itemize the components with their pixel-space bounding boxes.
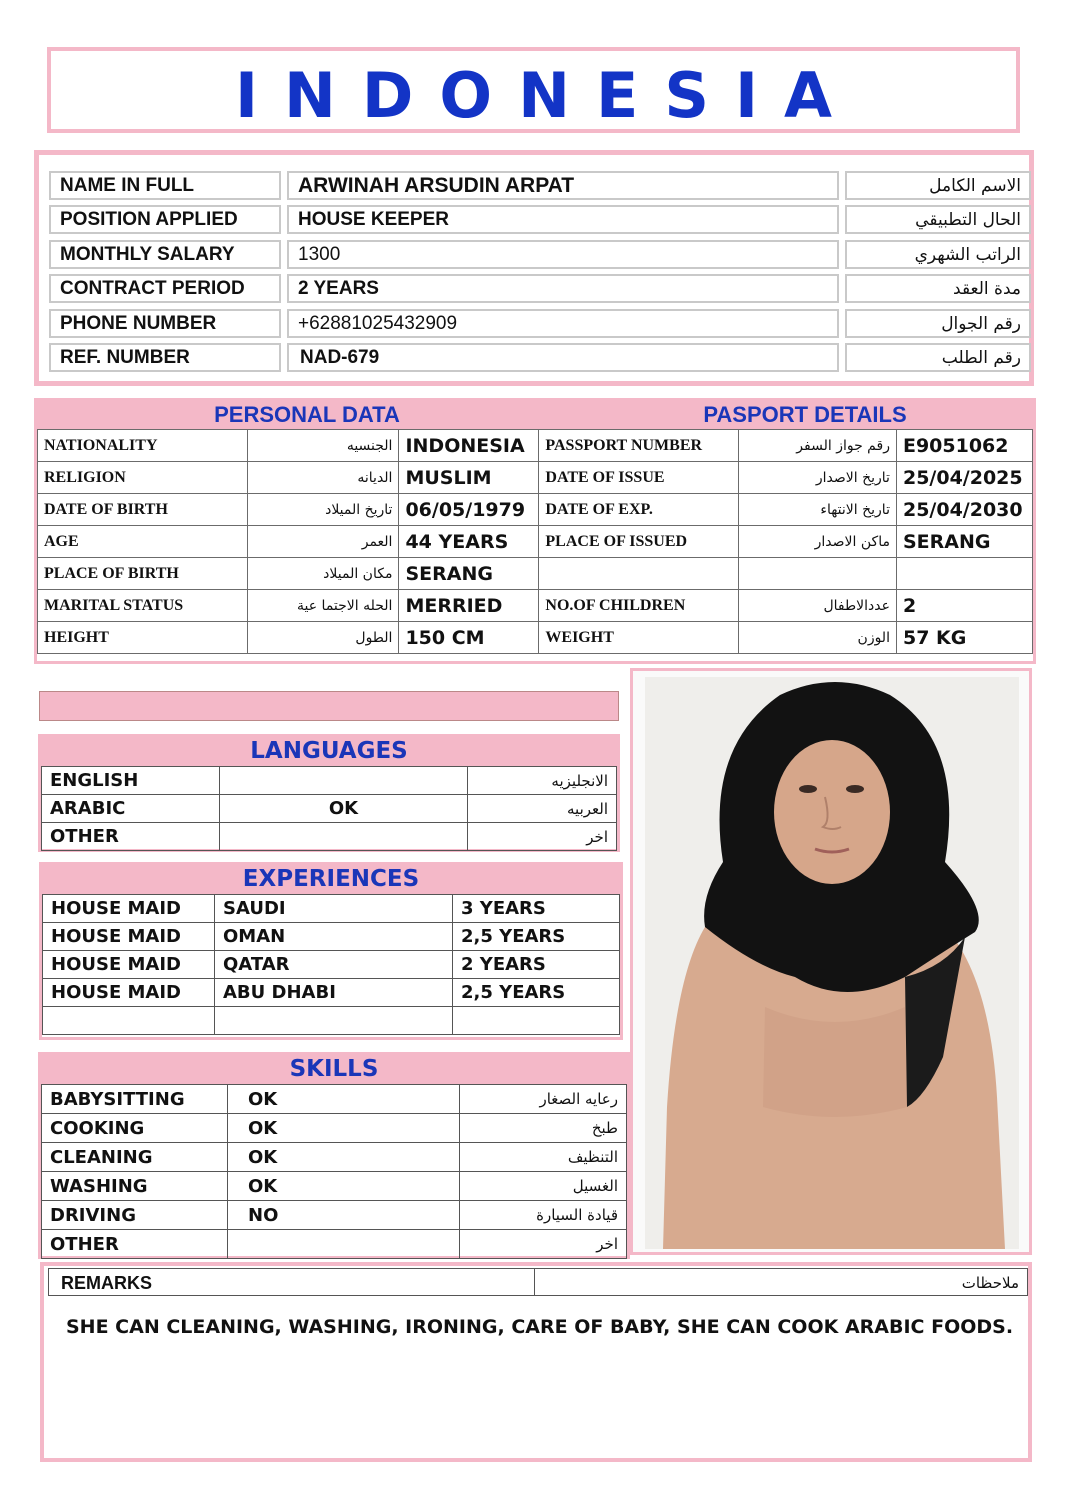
passport-label: PASSPORT NUMBER (539, 430, 739, 462)
experiences-table (42, 894, 620, 1035)
skill-name: COOKING (42, 1114, 228, 1143)
languages-heading: LANGUAGES (41, 737, 617, 766)
personal-arabic: الحله الاجتما عية (247, 590, 399, 622)
pd-row (38, 558, 1033, 590)
position-arabic: الحال التطبيقي (845, 205, 1031, 234)
personal-label: MARITAL STATUS (38, 590, 248, 622)
personal-value: 06/05/1979 (399, 494, 539, 526)
skill-arabic: التنظيف (460, 1143, 627, 1172)
passport-label: PLACE OF ISSUED (539, 526, 739, 558)
ref-value: NAD-679 (287, 343, 839, 372)
personal-data-heading: PERSONAL DATA (37, 401, 577, 429)
skills-section (38, 1052, 630, 1259)
passport-arabic: تاريخ الاصدار (739, 462, 897, 494)
skills-table (41, 1084, 627, 1259)
experience-country: ABU DHABI (215, 979, 453, 1007)
position-value: HOUSE KEEPER (287, 205, 839, 234)
applicant-info-panel (34, 150, 1034, 386)
language-arabic: العربيه (468, 795, 617, 823)
personal-value: INDONESIA (399, 430, 539, 462)
phone-value: +62881025432909 (287, 309, 839, 338)
personal-label: DATE OF BIRTH (38, 494, 248, 526)
experience-role (43, 1007, 215, 1035)
pd-row (38, 622, 1033, 654)
applicant-photo-frame (630, 668, 1032, 1255)
skill-arabic: طبخ (460, 1114, 627, 1143)
passport-value: SERANG (896, 526, 1032, 558)
title-box (47, 47, 1020, 133)
passport-value: 25/04/2030 (896, 494, 1032, 526)
name-value: ARWINAH ARSUDIN ARPAT (287, 171, 839, 200)
remarks-header (48, 1268, 1028, 1296)
skill-name: WASHING (42, 1172, 228, 1201)
passport-value (896, 558, 1032, 590)
passport-label: WEIGHT (539, 622, 739, 654)
experience-duration: 2 YEARS (453, 951, 620, 979)
pd-row (38, 526, 1033, 558)
blank-pink-bar (39, 691, 619, 721)
remarks-text: SHE CAN CLEANING, WASHING, IRONING, CARE OF BABY, SHE CAN COOK ARABIC FOODS. (66, 1316, 1014, 1338)
passport-arabic: رقم جواز السفر (739, 430, 897, 462)
personal-arabic: الجنسيه (247, 430, 399, 462)
passport-value: 25/04/2025 (896, 462, 1032, 494)
personal-arabic: مكان الميلاد (247, 558, 399, 590)
skill-row (42, 1085, 627, 1114)
language-arabic: اخر (468, 823, 617, 851)
personal-label: PLACE OF BIRTH (38, 558, 248, 590)
personal-value: MUSLIM (399, 462, 539, 494)
language-name: ENGLISH (42, 767, 220, 795)
personal-label: HEIGHT (38, 622, 248, 654)
language-row (42, 823, 617, 851)
skill-row (42, 1143, 627, 1172)
skill-level: OK (228, 1085, 460, 1114)
ref-arabic: رقم الطلب (845, 343, 1031, 372)
passport-arabic (739, 558, 897, 590)
language-level: OK (220, 795, 468, 823)
skill-arabic: الغسيل (460, 1172, 627, 1201)
passport-details-heading: PASPORT DETAILS (577, 401, 1033, 429)
personal-arabic: تاريخ الميلاد (247, 494, 399, 526)
experiences-heading: EXPERIENCES (42, 865, 620, 894)
name-label: NAME IN FULL (49, 171, 281, 200)
skill-name: DRIVING (42, 1201, 228, 1230)
experiences-section (39, 862, 623, 1040)
personal-arabic: العمر (247, 526, 399, 558)
experience-country: SAUDI (215, 895, 453, 923)
pd-row (38, 430, 1033, 462)
passport-arabic: الوزن (739, 622, 897, 654)
phone-arabic: رقم الجوال (845, 309, 1031, 338)
personal-value: MERRIED (399, 590, 539, 622)
experience-role: HOUSE MAID (43, 895, 215, 923)
personal-label: NATIONALITY (38, 430, 248, 462)
skill-name: OTHER (42, 1230, 228, 1259)
position-label: POSITION APPLIED (49, 205, 281, 234)
language-level (220, 823, 468, 851)
experience-duration: 2,5 YEARS (453, 923, 620, 951)
passport-label: DATE OF ISSUE (539, 462, 739, 494)
skill-row (42, 1201, 627, 1230)
remarks-section (40, 1262, 1032, 1462)
language-row (42, 767, 617, 795)
personal-value: SERANG (399, 558, 539, 590)
name-arabic: الاسم الكامل (845, 171, 1031, 200)
skill-level: NO (228, 1201, 460, 1230)
salary-label: MONTHLY SALARY (49, 240, 281, 269)
personal-label: AGE (38, 526, 248, 558)
experience-row (43, 1007, 620, 1035)
skill-row (42, 1172, 627, 1201)
passport-arabic: ماكن الاصدار (739, 526, 897, 558)
passport-value: 57 KG (896, 622, 1032, 654)
passport-label (539, 558, 739, 590)
experience-duration: 3 YEARS (453, 895, 620, 923)
languages-table (41, 766, 617, 851)
experience-country (215, 1007, 453, 1035)
language-name: ARABIC (42, 795, 220, 823)
personal-passport-panel (34, 398, 1036, 664)
pd-row (38, 462, 1033, 494)
languages-section (38, 734, 620, 852)
ref-label: REF. NUMBER (49, 343, 281, 372)
personal-arabic: الطول (247, 622, 399, 654)
page-title: INDONESIA (234, 59, 859, 132)
skill-level: OK (228, 1172, 460, 1201)
experience-duration (453, 1007, 620, 1035)
skill-arabic: اخر (460, 1230, 627, 1259)
pd-row (38, 494, 1033, 526)
personal-label: RELIGION (38, 462, 248, 494)
skill-level: OK (228, 1143, 460, 1172)
skill-name: CLEANING (42, 1143, 228, 1172)
salary-arabic: الراتب الشهري (845, 240, 1031, 269)
personal-value: 44 YEARS (399, 526, 539, 558)
experience-row (43, 923, 620, 951)
experience-country: QATAR (215, 951, 453, 979)
skill-level: OK (228, 1114, 460, 1143)
skills-heading: SKILLS (41, 1055, 627, 1084)
experience-role: HOUSE MAID (43, 951, 215, 979)
experience-row (43, 979, 620, 1007)
personal-passport-table (37, 429, 1033, 654)
skill-level (228, 1230, 460, 1259)
contract-arabic: مدة العقد (845, 274, 1031, 303)
language-level (220, 767, 468, 795)
remarks-label: REMARKS (49, 1269, 535, 1295)
skill-row (42, 1230, 627, 1259)
phone-label: PHONE NUMBER (49, 309, 281, 338)
experience-role: HOUSE MAID (43, 979, 215, 1007)
passport-label: NO.OF CHILDREN (539, 590, 739, 622)
applicant-photo (645, 677, 1019, 1249)
experience-row (43, 895, 620, 923)
contract-value: 2 YEARS (287, 274, 839, 303)
salary-value: 1300 (287, 240, 839, 269)
skill-arabic: رعايه الصغار (460, 1085, 627, 1114)
passport-arabic: تاريخ الانتهاء (739, 494, 897, 526)
skill-name: BABYSITTING (42, 1085, 228, 1114)
language-row (42, 795, 617, 823)
experience-country: OMAN (215, 923, 453, 951)
experience-duration: 2,5 YEARS (453, 979, 620, 1007)
passport-value: E9051062 (896, 430, 1032, 462)
passport-value: 2 (896, 590, 1032, 622)
language-name: OTHER (42, 823, 220, 851)
experience-role: HOUSE MAID (43, 923, 215, 951)
skill-row (42, 1114, 627, 1143)
skill-arabic: قيادة السيارة (460, 1201, 627, 1230)
remarks-arabic: ملاحظات (961, 1274, 1019, 1292)
personal-value: 150 CM (399, 622, 539, 654)
passport-label: DATE OF EXP. (539, 494, 739, 526)
language-arabic: الانجليزيه (468, 767, 617, 795)
personal-arabic: الديانه (247, 462, 399, 494)
passport-arabic: عددالاطفال (739, 590, 897, 622)
contract-label: CONTRACT PERIOD (49, 274, 281, 303)
pd-row (38, 590, 1033, 622)
experience-row (43, 951, 620, 979)
